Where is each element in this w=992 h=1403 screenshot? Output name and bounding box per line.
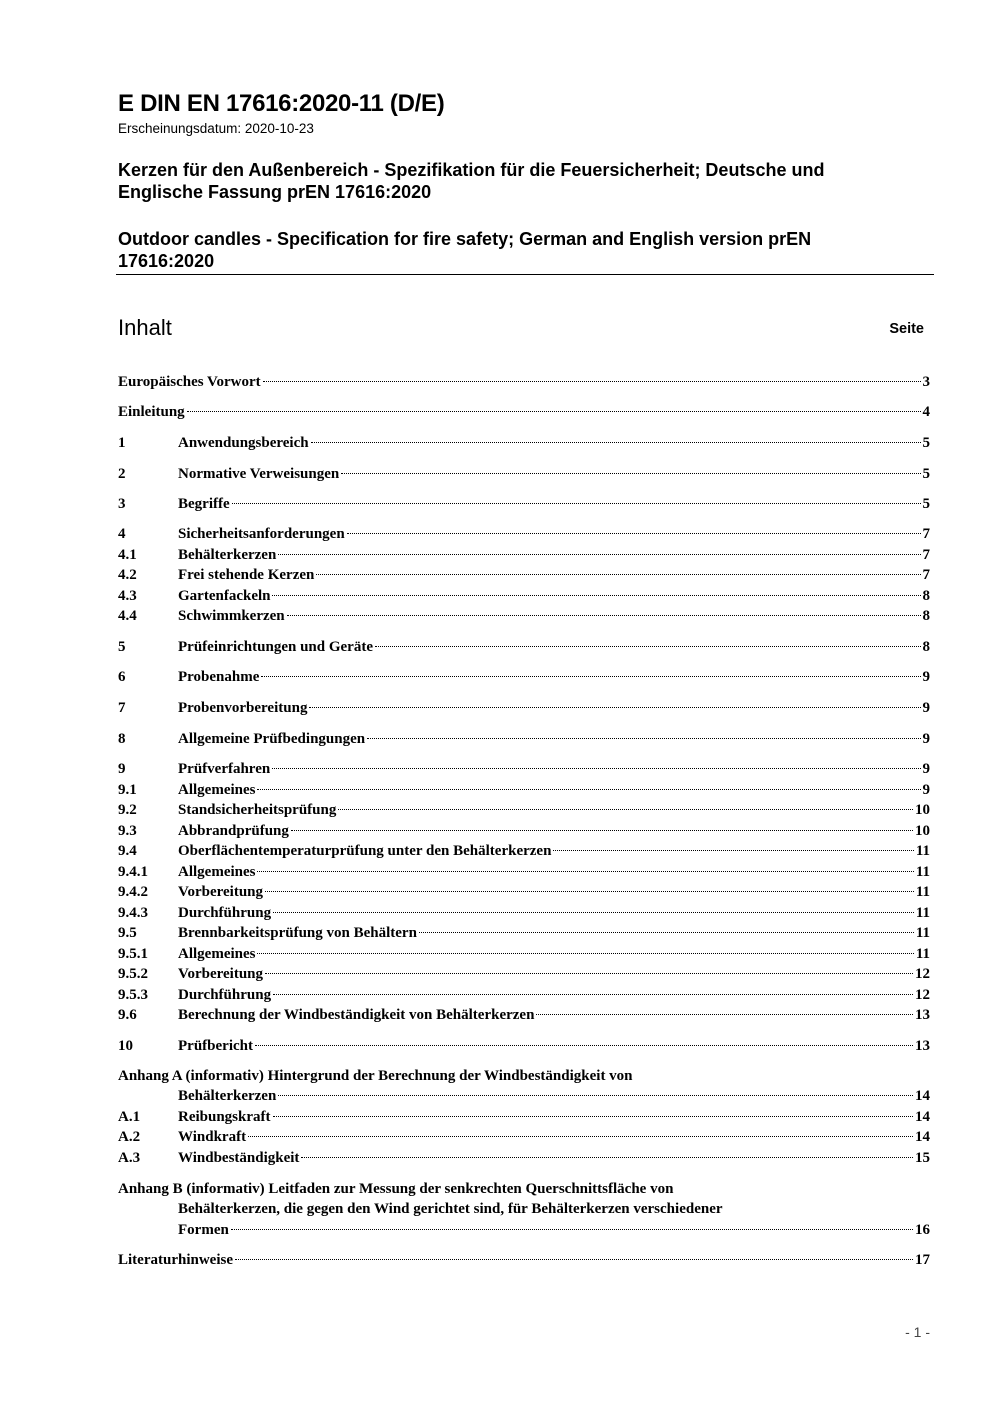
title-german [118, 159, 938, 203]
toc-heading: Inhalt [118, 315, 172, 340]
toc-entry-title: Prüfeinrichtungen und Geräte [178, 639, 373, 655]
toc-entry-title: Berechnung der Windbeständigkeit von Behälterkerzen [178, 1007, 535, 1023]
toc-leader-dots [536, 1014, 913, 1015]
annex-b-heading[interactable]: Anhang B (informativ) Leitfaden zur Messung der senkrechten Querschnittsfläche von [118, 1181, 674, 1197]
annex-b-heading-cont: Behälterkerzen, die gegen den Wind gerichtet sind, für Behälterkerzen verschiedener [178, 1201, 723, 1217]
annex-a-entry[interactable] [118, 1086, 930, 1106]
toc-entry-number: 9.4.3 [118, 905, 148, 921]
toc-page-number: 13 [915, 1007, 930, 1023]
toc-entry-title: Schwimmkerzen [178, 608, 285, 624]
toc-entry-number: 9.5.3 [118, 987, 148, 1003]
toc-entry-title: Windkraft [178, 1129, 247, 1145]
toc-entry-title: Normative Verweisungen [178, 466, 340, 482]
toc-entry-number: 9.1 [118, 782, 137, 798]
annex-a-heading[interactable]: Anhang A (informativ) Hintergrund der Berechnung der Windbeständigkeit von [118, 1068, 633, 1084]
toc-entry-title: Oberflächentemperaturprüfung unter den Behälterkerzen [178, 843, 552, 859]
annex-b-heading-cont2: Formen [178, 1222, 229, 1238]
toc-entry-title: Europäisches Vorwort [118, 374, 261, 390]
title-english-line-1: Outdoor candles - Specification for fire safety; German and English version prEN [118, 229, 812, 249]
annex-b-entry[interactable] [118, 1220, 930, 1240]
toc-page-number: 11 [915, 864, 930, 880]
toc-entry-title: Vorbereitung [178, 884, 264, 900]
toc-entry[interactable] [118, 698, 930, 718]
title-english-line-2: 17616:2020 [118, 251, 215, 271]
toc-entry-number: 9.5 [118, 925, 137, 941]
toc-entry[interactable] [118, 841, 930, 861]
toc-entry-number: 1 [118, 435, 126, 451]
toc-entry-title: Durchführung [178, 905, 272, 921]
toc-leader-dots [419, 932, 914, 933]
toc-leader-dots [265, 891, 914, 892]
toc-entry-number: 9.4.2 [118, 884, 148, 900]
toc-leader-dots [553, 850, 913, 851]
toc-page-number: 16 [915, 1222, 930, 1238]
toc-entry[interactable] [118, 1036, 930, 1056]
toc-leader-dots [187, 411, 921, 412]
toc-leader-dots [367, 738, 920, 739]
toc-page-number: 8 [922, 588, 930, 604]
toc-entry-title: Literaturhinweise [118, 1252, 233, 1268]
toc-page-column-label: Seite [889, 321, 924, 337]
toc-entry[interactable] [118, 729, 930, 749]
toc-entry-title: Frei stehende Kerzen [178, 567, 315, 583]
toc-leader-dots [248, 1136, 913, 1137]
toc-entry[interactable] [118, 964, 930, 984]
toc-entry[interactable] [118, 862, 930, 882]
toc-entry-number: 4 [118, 526, 126, 542]
toc-page-number: 14 [915, 1109, 930, 1125]
toc-page-number: 10 [915, 823, 930, 839]
toc-page-number: 9 [922, 731, 930, 747]
toc-page-number: 9 [922, 700, 930, 716]
toc-leader-dots [232, 503, 921, 504]
toc-entry-title: Begriffe [178, 496, 230, 512]
toc-entry-number: 9.4 [118, 843, 137, 859]
toc-leader-dots [278, 554, 920, 555]
toc-page-number: 5 [922, 466, 930, 482]
toc-leader-dots [375, 646, 921, 647]
toc-entry[interactable] [118, 985, 930, 1005]
toc-leader-dots [338, 809, 913, 810]
toc-leader-dots [272, 595, 920, 596]
toc-page-number: 7 [922, 567, 930, 583]
toc-page-number: 12 [915, 987, 930, 1003]
annex-a-subentry[interactable] [118, 1127, 930, 1147]
toc-page-number: 5 [922, 496, 930, 512]
toc-entry-number: 9.5.2 [118, 966, 148, 982]
toc-page-number: 5 [922, 435, 930, 451]
toc-entry-title: Abbrandprüfung [178, 823, 289, 839]
toc-entry-number: A.1 [118, 1109, 141, 1125]
toc-entry-title: Brennbarkeitsprüfung von Behältern [178, 925, 417, 941]
toc-entry-number: 5 [118, 639, 126, 655]
toc-entry-number: 7 [118, 700, 126, 716]
toc-entry[interactable] [118, 606, 930, 626]
toc-entry[interactable] [118, 464, 930, 484]
toc-leader-dots [278, 1095, 913, 1096]
toc-page-number: 11 [915, 884, 930, 900]
toc-entry-number: 9.5.1 [118, 946, 148, 962]
toc-entry-number: 3 [118, 496, 126, 512]
toc-leader-dots [257, 789, 920, 790]
toc-entry-number: 9.6 [118, 1007, 137, 1023]
toc-page-number: 8 [922, 639, 930, 655]
toc-leader-dots [273, 1116, 913, 1117]
toc-entry-title: Probenvorbereitung [178, 700, 308, 716]
toc-leader-dots [316, 574, 920, 575]
title-english [118, 228, 938, 272]
toc-leader-dots [309, 707, 920, 708]
toc-entry[interactable] [118, 545, 930, 565]
toc-entry-title: Allgemeine Prüfbedingungen [178, 731, 366, 747]
toc-entry-title: Prüfbericht [178, 1038, 253, 1054]
toc-entry[interactable] [118, 565, 930, 585]
toc-page-number: 17 [915, 1252, 930, 1268]
header-divider [116, 274, 934, 275]
toc-page-number: 14 [915, 1088, 930, 1104]
toc-entry[interactable] [118, 759, 930, 779]
document-code: E DIN EN 17616:2020-11 (D/E) [118, 90, 445, 117]
toc-leader-dots [235, 1259, 913, 1260]
toc-entry-title: Allgemeines [178, 946, 256, 962]
toc-leader-dots [273, 994, 913, 995]
toc-entry[interactable] [118, 433, 930, 453]
toc-entry-number: 10 [118, 1038, 133, 1054]
toc-entry[interactable] [118, 402, 930, 422]
toc-entry[interactable] [118, 800, 930, 820]
toc-entry-number: 9.2 [118, 802, 137, 818]
toc-page-number: 15 [915, 1150, 930, 1166]
toc-entry[interactable] [118, 923, 930, 943]
toc-entry[interactable] [118, 372, 930, 392]
toc-entry-title: Sicherheitsanforderungen [178, 526, 345, 542]
toc-leader-dots [257, 953, 913, 954]
toc-entry-number: 9.4.1 [118, 864, 148, 880]
publication-date: Erscheinungsdatum: 2020-10-23 [118, 121, 314, 136]
toc-entry-number: 4.1 [118, 547, 137, 563]
toc-leader-dots [255, 1045, 913, 1046]
toc-leader-dots [301, 1157, 913, 1158]
toc-entry[interactable] [118, 903, 930, 923]
toc-page-number: 11 [915, 905, 930, 921]
toc-entry[interactable] [118, 882, 930, 902]
annex-a-subentry[interactable] [118, 1107, 930, 1127]
toc-entry-number: 9 [118, 761, 126, 777]
toc-page-number: 10 [915, 802, 930, 818]
toc-leader-dots [263, 381, 921, 382]
toc-entry-number: 4.2 [118, 567, 137, 583]
toc-entry[interactable] [118, 586, 930, 606]
toc-entry-number: 4.3 [118, 588, 137, 604]
toc-entry[interactable] [118, 821, 930, 841]
toc-page-number: 13 [915, 1038, 930, 1054]
toc-leader-dots [273, 912, 914, 913]
toc-entry-number: 4.4 [118, 608, 137, 624]
toc-entry-title: Anwendungsbereich [178, 435, 309, 451]
toc-page-number: 11 [915, 946, 930, 962]
annex-a-heading-cont: Behälterkerzen [178, 1088, 277, 1104]
toc-entry-title: Prüfverfahren [178, 761, 271, 777]
toc-entry-title: Reibungskraft [178, 1109, 271, 1125]
toc-entry-title: Standsicherheitsprüfung [178, 802, 337, 818]
toc-entry-title: Gartenfackeln [178, 588, 271, 604]
toc-page-number: 11 [915, 843, 930, 859]
toc-entry-number: 9.3 [118, 823, 137, 839]
toc-leader-dots [311, 442, 921, 443]
title-german-line-2: Englische Fassung prEN 17616:2020 [118, 182, 432, 202]
footer-page-number: - 1 - [905, 1324, 930, 1340]
toc-page-number: 9 [922, 782, 930, 798]
toc-entry-title: Allgemeines [178, 782, 256, 798]
toc-page-number: 9 [922, 761, 930, 777]
toc-page-number: 4 [922, 404, 930, 420]
toc-page-number: 3 [922, 374, 930, 390]
toc-leader-dots [287, 615, 921, 616]
toc-entry-title: Behälterkerzen [178, 547, 277, 563]
toc-entry-title: Vorbereitung [178, 966, 264, 982]
toc-entry-number: A.3 [118, 1150, 141, 1166]
toc-entry[interactable] [118, 780, 930, 800]
toc-entry-number: 6 [118, 669, 126, 685]
toc-entry-title: Windbeständigkeit [178, 1150, 300, 1166]
toc-entry-title: Probenahme [178, 669, 260, 685]
toc-page-number: 9 [922, 669, 930, 685]
toc-entry-number: 8 [118, 731, 126, 747]
toc-page-number: 7 [922, 526, 930, 542]
toc-entry-title: Einleitung [118, 404, 185, 420]
toc-leader-dots [257, 871, 913, 872]
toc-page-number: 8 [922, 608, 930, 624]
toc-leader-dots [272, 768, 920, 769]
toc-entry[interactable] [118, 667, 930, 687]
toc-entry-bibliography[interactable] [118, 1250, 930, 1270]
title-german-line-1: Kerzen für den Außenbereich - Spezifikation für die Feuersicherheit; Deutsche und [118, 160, 825, 180]
toc-leader-dots [261, 676, 920, 677]
toc-page-number: 12 [915, 966, 930, 982]
toc-leader-dots [265, 973, 913, 974]
annex-a-subentry[interactable] [118, 1148, 930, 1168]
toc-entry-title: Allgemeines [178, 864, 256, 880]
toc-entry-number: 2 [118, 466, 126, 482]
toc-entry[interactable] [118, 944, 930, 964]
toc-entry-number: A.2 [118, 1129, 141, 1145]
toc-entry[interactable] [118, 494, 930, 514]
toc-leader-dots [291, 830, 913, 831]
toc-entry-title: Durchführung [178, 987, 272, 1003]
toc-page-number: 11 [915, 925, 930, 941]
toc-entry[interactable] [118, 637, 930, 657]
toc-entry[interactable] [118, 1005, 930, 1025]
toc-entry[interactable] [118, 524, 930, 544]
toc-page-number: 7 [922, 547, 930, 563]
toc-leader-dots [347, 533, 921, 534]
toc-leader-dots [341, 473, 920, 474]
toc-leader-dots [231, 1229, 913, 1230]
toc-page-number: 14 [915, 1129, 930, 1145]
